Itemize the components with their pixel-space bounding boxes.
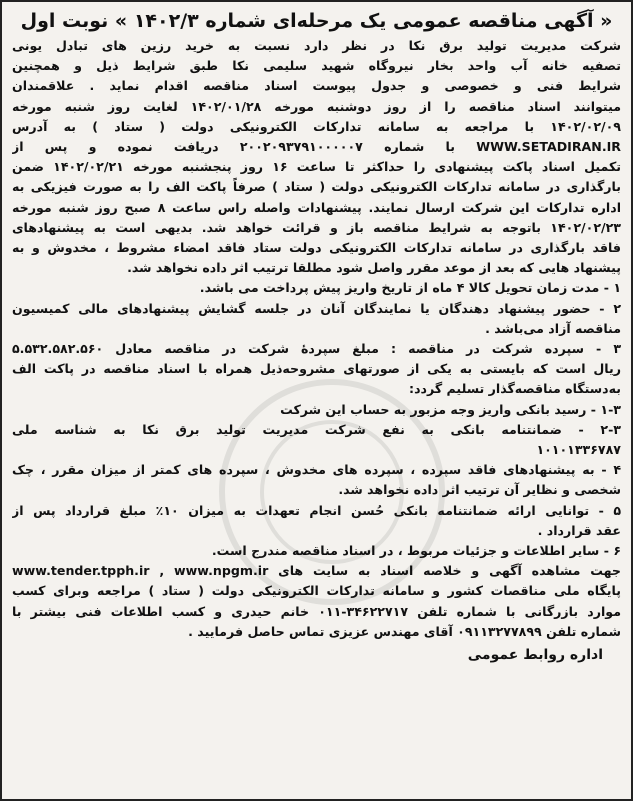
condition-3: ۳ - سپرده شرکت در مناقصه : مبلغ سپردهٔ شرکت در مناقصه معادل ۵.۵۳۲.۵۸۲.۵۶۰ (12, 341, 621, 357)
condition-2-cont: مناقصه آزاد می‌باشد . (485, 320, 621, 336)
condition-6: ۶ - سایر اطلاعات و جزئیات مربوط ، در اسناد مناقصه مندرج است. (211, 543, 621, 559)
contact-line: موارد بازرگانی با شماره تلفن ۳۴۶۲۲۷۱۷-۰۱۱ خانم حیدری و کسب اطلاعات فنی بیشتر با (12, 603, 621, 619)
notice-body (12, 36, 621, 642)
body-line: شرایط فنی و خصوصی و جدول پیوست اسناد مناقصه اقدام نماید . علاقمندان (12, 78, 621, 94)
body-line: WWW.SETADIRAN.IR با شماره ۲۰۰۲۰۹۳۷۹۱۰۰۰۰۰۷ دریافت نموده و پس از (12, 139, 621, 155)
body-line: ۱۴۰۲/۰۲/۲۳ باتوجه به شرایط مناقصه باز و قرائت خواهد شد. بدیهی است به پیشنهادهای (12, 219, 621, 235)
contact-line: جهت مشاهده آگهی و خلاصه اسناد به سایت های www.tender.tpph.ir , www.npgm.ir (12, 563, 621, 579)
body-line: تکمیل اسناد پاکت پیشنهادی را حداکثر تا ساعت ۱۶ روز پنجشنبه مورخه ۱۴۰۲/۰۲/۲۱ ضمن (12, 159, 621, 175)
signature: اداره روابط عمومی (467, 647, 603, 664)
condition-1: ۱ - مدت زمان تحویل کالا ۴ ماه از تاریخ واریز پیش پرداخت می باشد. (199, 280, 621, 296)
national-id: ۱۰۱۰۱۳۳۶۷۸۷ (536, 442, 621, 458)
condition-3-1: ۱-۳ - رسید بانکی واریز وجه مزبور به حساب این شرکت (280, 401, 621, 417)
condition-3-cont: بەدستگاه مناقصه‌گذار تسلیم گردد: (409, 381, 621, 397)
body-line: بارگذاری در سامانه تدارکات الکترونیکی دولت ( ستاد ) صرفاً پاکت الف را به صورت فیزیکی به (12, 179, 621, 195)
contact-line: شماره تلفن ۰۹۱۱۳۲۷۷۸۹۹ آقای مهندس عزیزی تماس حاصل فرمایید . (188, 623, 621, 639)
condition-3-2: ۲-۳ - ضمانتنامه بانکی به نفع شرکت مدیریت تولید برق نکا به شناسه ملی (12, 421, 621, 437)
body-line: میتوانند اسناد مناقصه را از روز دوشنبه مورخه ۱۴۰۲/۰۱/۲۸ لغایت روز شنبه مورخه (12, 98, 621, 114)
condition-2: ۲ - حضور پیشنهاد دهندگان یا نمایندگان آنان در جلسه گشایش پیشنهادهای مالی کمیسیون (12, 300, 621, 316)
notice-title: « آگهی مناقصه عمومی یک مرحله‌ای شماره ۱۴۰۲/۳ » نوبت اول (20, 10, 613, 32)
condition-3-cont: ریال است که بایستی به یکی از صورتهای مشروحه‌ذیل همراه با اسناد مناقصه در پاکت الف (12, 361, 621, 377)
body-line: ۱۴۰۲/۰۲/۰۹ با مراجعه به سامانه تدارکات الکترونیکی دولت ( ستاد ) به آدرس (12, 118, 621, 134)
body-line: شرکت مدیریت تولید برق نکا در نظر دارد نسبت به خرید رزین های تبادل یونی (12, 38, 621, 53)
contact-line: پایگاه ملی مناقصات کشور و سامانه تدارکات الکترونیکی دولت ( ستاد ) مراجعه وبرای کسب (12, 583, 621, 599)
body-line: اداره تدارکات این شرکت ارسال نمایند. پیشنهادات واصله راس ساعت ۸ صبح روز شنبه مورخه (12, 199, 621, 215)
condition-4-cont: شخصی و نظایر آن ترتیب اثر داده نخواهد شد. (338, 482, 621, 498)
body-line: فاقد بارگذاری در سامانه تدارکات الکترونیکی دولت ستاد فاقد امضاء مشروط ، مخدوش و به (12, 240, 621, 256)
body-line: پیشنهاد هایی که بعد از موعد مقرر واصل شود مطلقا ترتیب اثر داده نخواهد شد. (127, 260, 621, 276)
condition-5-cont: عقد قرارداد . (537, 522, 621, 538)
body-line: تصفیه خانه آب واحد بخار نیروگاه شهید سلیمی نکا طبق شرایط ذیل و همچنین (12, 58, 621, 74)
condition-5: ۵ - توانایی ارائه ضمانتنامه بانکی حُسن انجام تعهدات به میزان ۱۰٪ مبلغ قرارداد پس از (12, 502, 621, 518)
condition-4: ۴ - به پیشنهادهای فاقد سپرده ، سپرده های مخدوش ، سپرده های کمتر از میزان مقرر ، چک (12, 462, 621, 478)
